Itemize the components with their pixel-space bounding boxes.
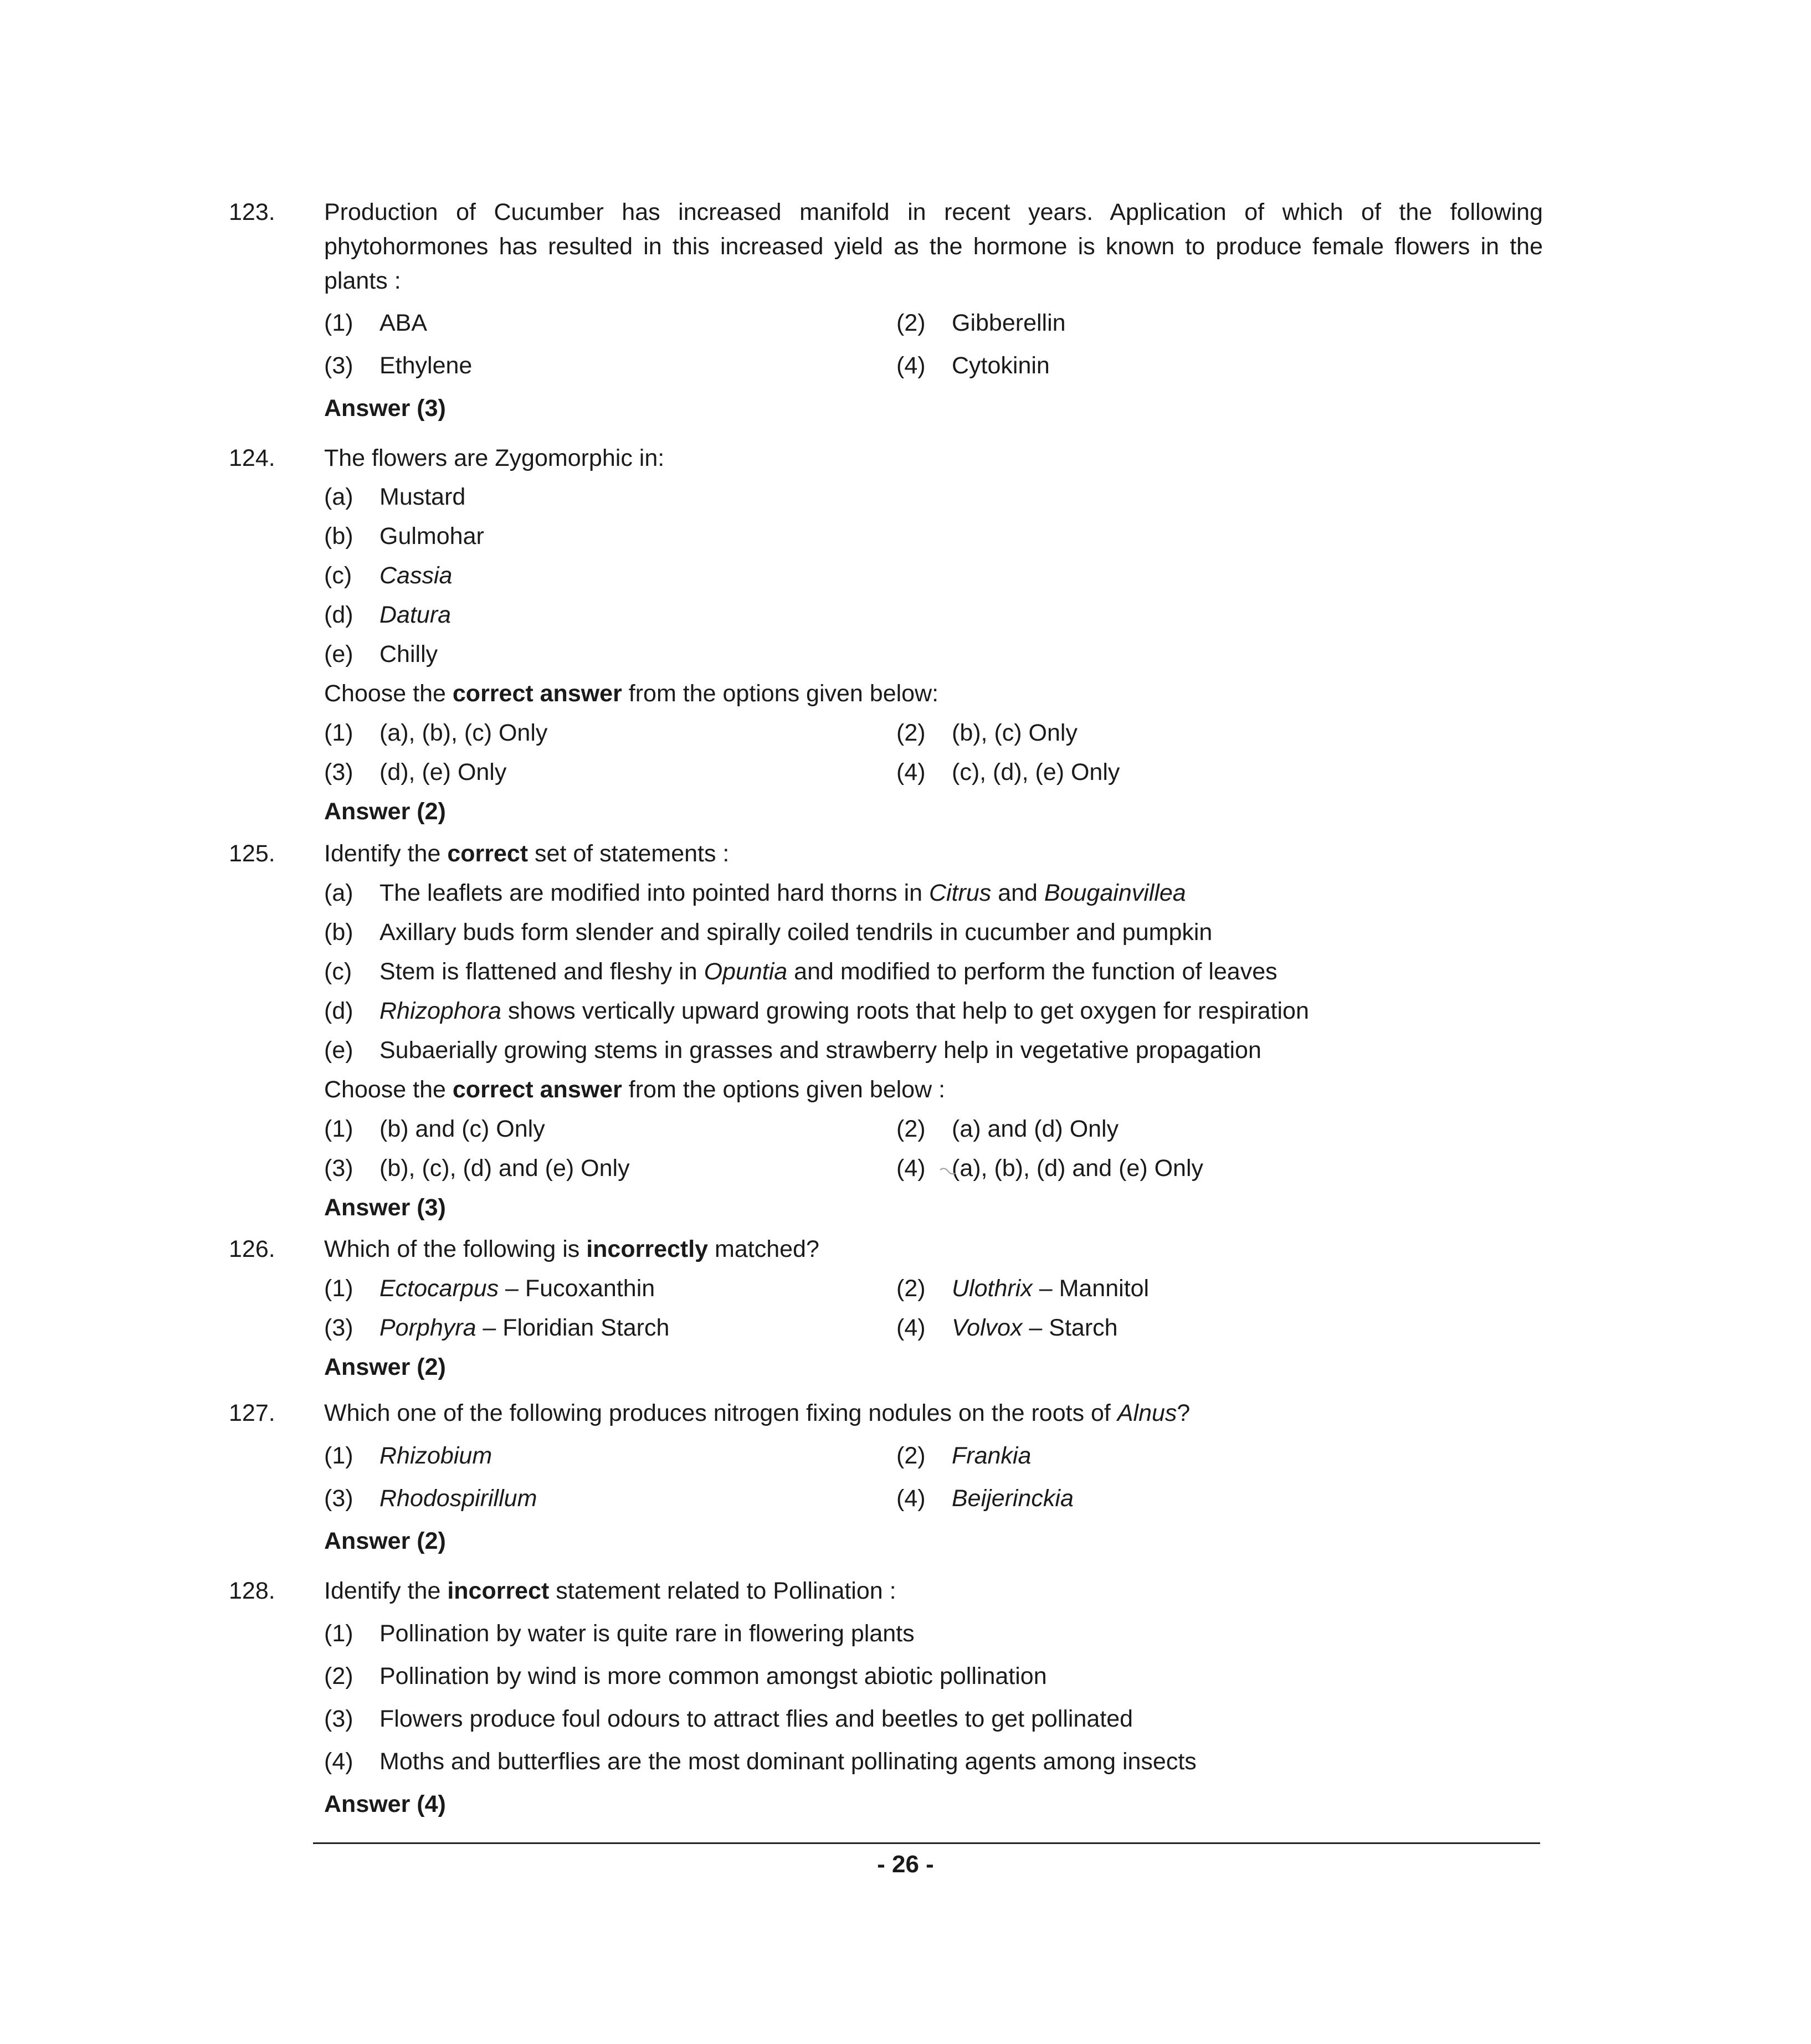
answer: Answer (3): [324, 395, 446, 422]
option-text: Beijerinckia: [952, 1485, 1074, 1512]
statement-label: (c): [324, 958, 352, 985]
option-1: [324, 1271, 655, 1306]
option-text: Flowers produce foul odours to attract flies and beetles to get pollinated: [379, 1706, 1133, 1732]
option-3: [324, 755, 506, 789]
option-label: (4): [324, 1748, 353, 1775]
option-label: (4): [896, 1485, 926, 1512]
option-2: [896, 1271, 1149, 1306]
option-label: (1): [324, 720, 353, 746]
item-a: [324, 480, 465, 514]
option-1: [324, 716, 547, 750]
question-128: [229, 1574, 1543, 1817]
item-d: [324, 598, 451, 632]
stem-text: Which of the following is: [324, 1236, 587, 1262]
statement-a: [324, 876, 1186, 910]
answer: Answer (3): [324, 1194, 446, 1221]
option-italic: Volvox: [952, 1314, 1023, 1341]
instruction-text: from the options given below :: [622, 1076, 946, 1103]
option-text: – Fucoxanthin: [499, 1275, 655, 1302]
stem-text: Identify the: [324, 1578, 448, 1604]
option-italic: Porphyra: [379, 1314, 476, 1341]
option-3: [324, 1151, 630, 1185]
question-stem: The flowers are Zygomorphic in:: [324, 445, 665, 471]
option-text: (a) and (d) Only: [952, 1116, 1119, 1142]
statement-text: Axillary buds form slender and spirally coiled tendrils in cucumber and pumpkin: [379, 919, 1213, 946]
option-label: (3): [324, 759, 353, 785]
option-label: (3): [324, 1314, 353, 1341]
choose-instruction: [324, 676, 938, 711]
statement-text: The leaflets are modified into pointed hard thorns in: [379, 880, 929, 906]
option-4: [896, 1311, 1118, 1345]
footer-divider: [313, 1842, 1540, 1844]
stem-text: ?: [1177, 1400, 1191, 1426]
option-label: (3): [324, 352, 353, 379]
option-3: [324, 348, 472, 383]
option-label: (1): [324, 1442, 353, 1469]
option-label: (2): [896, 1275, 926, 1302]
statement-italic: Citrus: [928, 880, 992, 906]
question-stem: [324, 1396, 1543, 1430]
question-number: 125.: [229, 840, 275, 867]
statement-label: (a): [324, 880, 353, 906]
option-text: Moths and butterflies are the most dominant pollinating agents among insects: [379, 1748, 1197, 1775]
question-number: 128.: [229, 1578, 275, 1604]
option-1: [324, 306, 427, 340]
option-label: (3): [324, 1706, 353, 1732]
instruction-bold: correct answer: [452, 680, 622, 707]
option-label: (2): [896, 720, 926, 746]
answer: Answer (4): [324, 1791, 446, 1817]
item-text: Gulmohar: [379, 523, 484, 549]
option-text: Rhizobium: [379, 1442, 492, 1469]
option-label: (1): [324, 1116, 353, 1142]
item-b: [324, 519, 484, 553]
question-127: [229, 1396, 1543, 1554]
item-label: (a): [324, 484, 353, 510]
option-label: (2): [896, 1116, 926, 1142]
choose-instruction: [324, 1072, 945, 1107]
question-stem: Production of Cucumber has increased manifold in recent years. Application of which of the following phytohormones has resulted in this increased yield as the hormone is known to produce female flowers in the plants :: [324, 199, 1543, 294]
item-text: Mustard: [379, 484, 466, 510]
option-text: (a), (b), (c) Only: [379, 720, 548, 746]
option-text: (a), (b), (d) and (e) Only: [952, 1155, 1203, 1182]
option-text: (b), (c) Only: [952, 720, 1078, 746]
question-126: [229, 1232, 1543, 1380]
question-number: 124.: [229, 445, 275, 471]
stem-text: matched?: [708, 1236, 819, 1262]
statement-label: (d): [324, 998, 353, 1024]
question-stem: [324, 836, 1543, 871]
option-italic: Ectocarpus: [379, 1275, 499, 1302]
answer: Answer (2): [324, 1354, 446, 1380]
answer: Answer (2): [324, 798, 446, 825]
option-1: [324, 1616, 915, 1651]
statement-text: shows vertically upward growing roots that help to get oxygen for respiration: [501, 998, 1309, 1024]
option-text: (b) and (c) Only: [379, 1116, 545, 1142]
instruction-text: from the options given below:: [622, 680, 939, 707]
option-4: [324, 1744, 1197, 1779]
item-text: Chilly: [379, 641, 438, 667]
statement-italic: Bougainvillea: [1044, 880, 1186, 906]
option-text: Cytokinin: [952, 352, 1050, 379]
option-text: – Floridian Starch: [476, 1314, 670, 1341]
option-2: [896, 1439, 1031, 1473]
stem-bold: incorrect: [447, 1578, 550, 1604]
question-125: [229, 836, 1543, 1221]
stem-italic: Alnus: [1117, 1400, 1177, 1426]
option-text: ABA: [379, 310, 428, 336]
option-italic: Ulothrix: [952, 1275, 1033, 1302]
question-stem: [324, 1232, 1543, 1266]
question-number: 123.: [229, 199, 275, 225]
item-label: (e): [324, 641, 353, 667]
pen-mark-icon: [939, 1165, 961, 1179]
stem-text: set of statements :: [528, 840, 730, 867]
option-label: (1): [324, 1275, 353, 1302]
statement-italic: Opuntia: [704, 958, 788, 985]
item-label: (d): [324, 602, 353, 628]
option-text: (d), (e) Only: [379, 759, 507, 785]
option-label: (4): [896, 759, 926, 785]
statement-label: (e): [324, 1037, 353, 1064]
question-number: 126.: [229, 1236, 275, 1262]
statement-label: (b): [324, 919, 353, 946]
option-4: [896, 348, 1050, 383]
question-123: [229, 195, 1543, 422]
statement-text: Subaerially growing stems in grasses and strawberry help in vegetative propagation: [379, 1037, 1261, 1064]
option-label: (1): [324, 310, 353, 336]
option-label: (4): [896, 1314, 926, 1341]
statement-d: [324, 994, 1309, 1028]
option-label: (3): [324, 1485, 353, 1512]
option-text: Frankia: [952, 1442, 1032, 1469]
option-text: (c), (d), (e) Only: [952, 759, 1120, 785]
option-2: [324, 1659, 1047, 1693]
statement-text: and modified to perform the function of leaves: [787, 958, 1278, 985]
option-2: [896, 716, 1078, 750]
instruction-bold: correct answer: [452, 1076, 622, 1103]
item-text: Datura: [379, 602, 452, 628]
question-124: [229, 441, 1543, 825]
statement-text: and: [991, 880, 1044, 906]
stem-bold: correct: [447, 840, 529, 867]
option-label: (4): [896, 1155, 926, 1182]
statement-b: [324, 915, 1212, 949]
page-number: - 26 -: [877, 1851, 934, 1878]
statement-e: [324, 1033, 1261, 1067]
item-c: [324, 558, 452, 593]
stem-text: Which one of the following produces nitrogen fixing nodules on the roots of: [324, 1400, 1117, 1426]
option-3: [324, 1311, 669, 1345]
question-number: 127.: [229, 1400, 275, 1426]
option-label: (1): [324, 1620, 353, 1647]
item-text: Cassia: [379, 562, 453, 589]
statement-text: Stem is flattened and fleshy in: [379, 958, 704, 985]
option-text: Pollination by water is quite rare in flowering plants: [379, 1620, 915, 1647]
option-text: Rhodospirillum: [379, 1485, 537, 1512]
answer: Answer (2): [324, 1528, 446, 1554]
instruction-text: Choose the: [324, 1076, 453, 1103]
option-1: [324, 1112, 545, 1146]
instruction-text: Choose the: [324, 680, 453, 707]
stem-text: statement related to Pollination :: [549, 1578, 896, 1604]
option-text: Pollination by wind is more common amongst abiotic pollination: [379, 1663, 1047, 1689]
option-text: Gibberellin: [952, 310, 1066, 336]
item-label: (b): [324, 523, 353, 549]
option-text: – Starch: [1022, 1314, 1118, 1341]
option-3: [324, 1702, 1133, 1736]
option-2: [896, 306, 1066, 340]
option-label: (3): [324, 1155, 353, 1182]
option-1: [324, 1439, 492, 1473]
option-2: [896, 1112, 1119, 1146]
option-4: [896, 755, 1120, 789]
option-label: (4): [896, 352, 926, 379]
option-label: (2): [896, 310, 926, 336]
stem-text: Identify the: [324, 840, 448, 867]
option-3: [324, 1481, 537, 1516]
option-4: [896, 1481, 1074, 1516]
option-label: (2): [896, 1442, 926, 1469]
item-e: [324, 637, 438, 671]
option-text: (b), (c), (d) and (e) Only: [379, 1155, 630, 1182]
question-stem: [324, 1574, 1543, 1608]
statement-italic: Rhizophora: [379, 998, 501, 1024]
option-label: (2): [324, 1663, 353, 1689]
option-text: Ethylene: [379, 352, 473, 379]
statement-c: [324, 954, 1278, 989]
item-label: (c): [324, 562, 352, 589]
stem-bold: incorrectly: [586, 1236, 709, 1262]
option-text: – Mannitol: [1032, 1275, 1150, 1302]
